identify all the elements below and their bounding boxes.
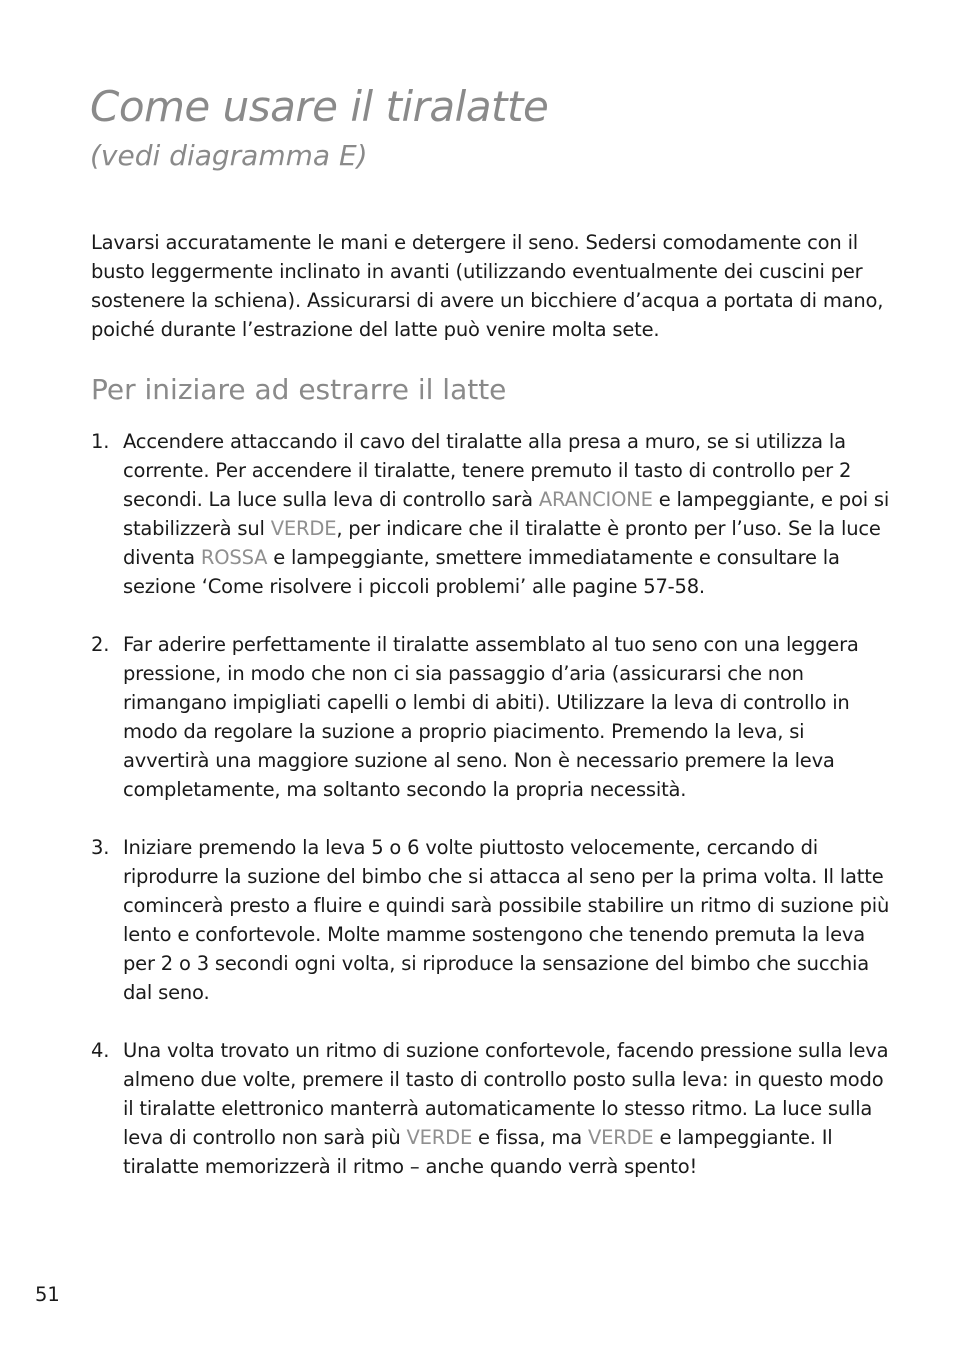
step-text-part: e lampeggiante, smettere immediatamente e consultare la sezione ‘Come risolvere i piccoli problemi’ alle pagine 57-58.: [123, 546, 840, 598]
green-color-label: VERDE: [406, 1126, 473, 1149]
step-text-part: e lampeggiante, e poi si stabilizzerà sul: [123, 488, 890, 540]
step-number: 2.: [91, 633, 110, 656]
step-number: 3.: [91, 836, 110, 859]
step-number: 4.: [91, 1039, 110, 1062]
step-3: [91, 833, 896, 1007]
page-subtitle: (vedi diagramma E): [90, 139, 368, 172]
section-heading: Per iniziare ad estrarre il latte: [91, 373, 507, 406]
step-text: [123, 427, 896, 601]
red-color-label: ROSSA: [200, 546, 268, 569]
step-text-part: , per indicare che il tiralatte è pronto per l’uso. Se la luce diventa: [123, 517, 881, 569]
step-text-part: Accendere attaccando il cavo del tiralatte alla presa a muro, se si utilizza la corrente. Per accendere il tiralatte, tenere premuto il tasto di controllo per 2 secondi. La luce sulla leva di controllo sarà: [123, 430, 852, 511]
green-color-label: VERDE: [587, 1126, 654, 1149]
steps-list: [91, 427, 896, 1210]
step-text: [123, 1036, 896, 1181]
step-4: [91, 1036, 896, 1181]
step-text: Iniziare premendo la leva 5 o 6 volte piuttosto velocemente, cercando di riprodurre la suzione del bimbo che si attacca al seno per la prima volta. Il latte comincerà presto a fluire e quindi sarà possibile stabilire un ritmo di suzione più lento e confortevole. Molte mamme sostengono che tenendo premuta la leva per 2 o 3 secondi ogni volta, si riproduce la sensazione del bimbo che succhia dal seno.: [123, 836, 890, 1004]
step-text-part: Una volta trovato un ritmo di suzione confortevole, facendo pressione sulla leva almeno due volte, premere il tasto di controllo posto sulla leva: in questo modo il tiralatte elettronico manterrà automaticamente lo stesso ritmo. La luce sulla leva di controllo non sarà più: [123, 1039, 889, 1149]
step-2: [91, 630, 896, 804]
step-text-part: e fissa, ma: [472, 1126, 588, 1149]
step-1: [91, 427, 896, 601]
green-color-label: VERDE: [270, 517, 337, 540]
page-number: 51: [35, 1283, 60, 1306]
orange-color-label: ARANCIONE: [538, 488, 653, 511]
step-text: Far aderire perfettamente il tiralatte assemblato al tuo seno con una leggera pressione, in modo che non ci sia passaggio d’aria (assicurarsi che non rimangano impigliati capelli o lembi di abiti). Utilizzare la leva di controllo in modo da regolare la suzione a proprio piacimento. Premendo la leva, si avvertirà una maggiore suzione al seno. Non è necessario premere la leva completamente, ma soltanto secondo la propria necessità.: [123, 633, 859, 801]
step-text-part: e lampeggiante. Il tiralatte memorizzerà il ritmo – anche quando verrà spento!: [123, 1126, 833, 1178]
page-title: Come usare il tiralatte: [90, 82, 549, 131]
intro-paragraph: Lavarsi accuratamente le mani e detergere il seno. Sedersi comodamente con il busto leggermente inclinato in avanti (utilizzando eventualmente dei cuscini per sostenere la schiena). Assicurarsi di avere un bicchiere d’acqua a portata di mano, poiché durante l’estrazione del latte può venire molta sete.: [91, 231, 884, 341]
step-number: 1.: [91, 430, 110, 453]
